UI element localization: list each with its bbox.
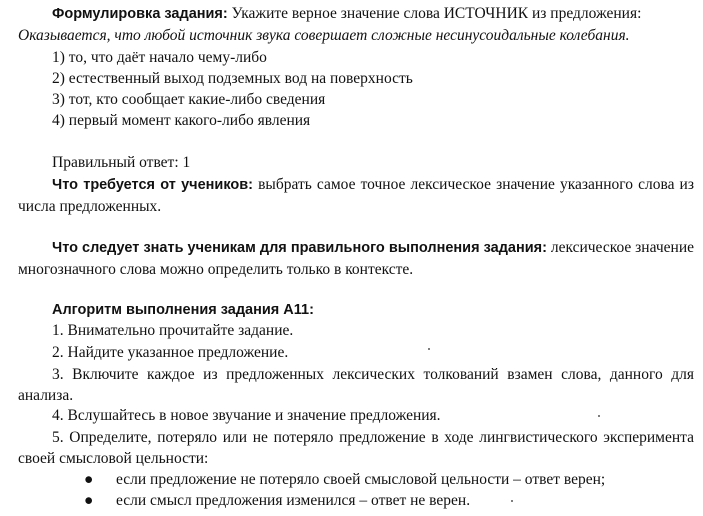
- required-paragraph: [18, 174, 694, 217]
- bullet-item-2: [84, 490, 470, 511]
- algorithm-step-4: 4. Вслушайтесь в новое звучание и значение предложения.: [52, 407, 441, 424]
- bullet-icon: ●: [84, 471, 94, 488]
- knowledge-label: Что следует знать ученикам для правильного выполнения задания:: [52, 240, 547, 256]
- scan-speck: [511, 500, 513, 502]
- knowledge-text: лексическое значение многозначного слова можно определить только в контексте.: [18, 239, 694, 278]
- knowledge-paragraph: [18, 237, 694, 280]
- bullet-text-1: если предложение не потеряло своей смысловой цельности – ответ верен;: [116, 471, 606, 488]
- scan-speck: [598, 415, 600, 417]
- scan-speck: [428, 348, 430, 350]
- algorithm-step-1: 1. Внимательно прочитайте задание.: [52, 322, 294, 339]
- option-3: 3) тот, кто сообщает какие-либо сведения: [52, 91, 326, 108]
- option-4: 4) первый момент какого-либо явления: [52, 112, 311, 129]
- algorithm-step-2: 2. Найдите указанное предложение.: [52, 344, 289, 361]
- bullet-item-1: [84, 469, 605, 490]
- required-label: Что требуется от учеников:: [52, 177, 253, 193]
- task-paragraph: [18, 3, 694, 25]
- task-label: Формулировка задания:: [52, 6, 228, 22]
- task-text: Укажите верное значение слова ИСТОЧНИК из предложения:: [227, 5, 642, 22]
- bullet-icon: ●: [84, 492, 94, 509]
- bullet-text-2: если смысл предложения изменился – ответ не верен.: [116, 492, 471, 509]
- algorithm-title: Алгоритм выполнения задания А11:: [52, 302, 314, 318]
- option-2: 2) естественный выход подземных вод на поверхность: [52, 70, 413, 87]
- algorithm-step-5: 5. Определите, потеряло или не потеряло предложение в ходе лингвистического эксперимента своей смысловой цельности:: [18, 429, 694, 467]
- task-sentence: Оказывается, что любой источник звука совершает сложные несинусоидальные колебания.: [18, 27, 630, 44]
- option-1: 1) то, что даёт начало чему-либо: [52, 49, 267, 66]
- correct-answer: Правильный ответ: 1: [52, 154, 191, 171]
- algorithm-step-3: 3. Включите каждое из предложенных лексических толкований взамен слова, данного для анализа.: [18, 366, 694, 404]
- required-text: выбрать самое точное лексическое значение указанного слова из числа предложенных.: [18, 176, 694, 215]
